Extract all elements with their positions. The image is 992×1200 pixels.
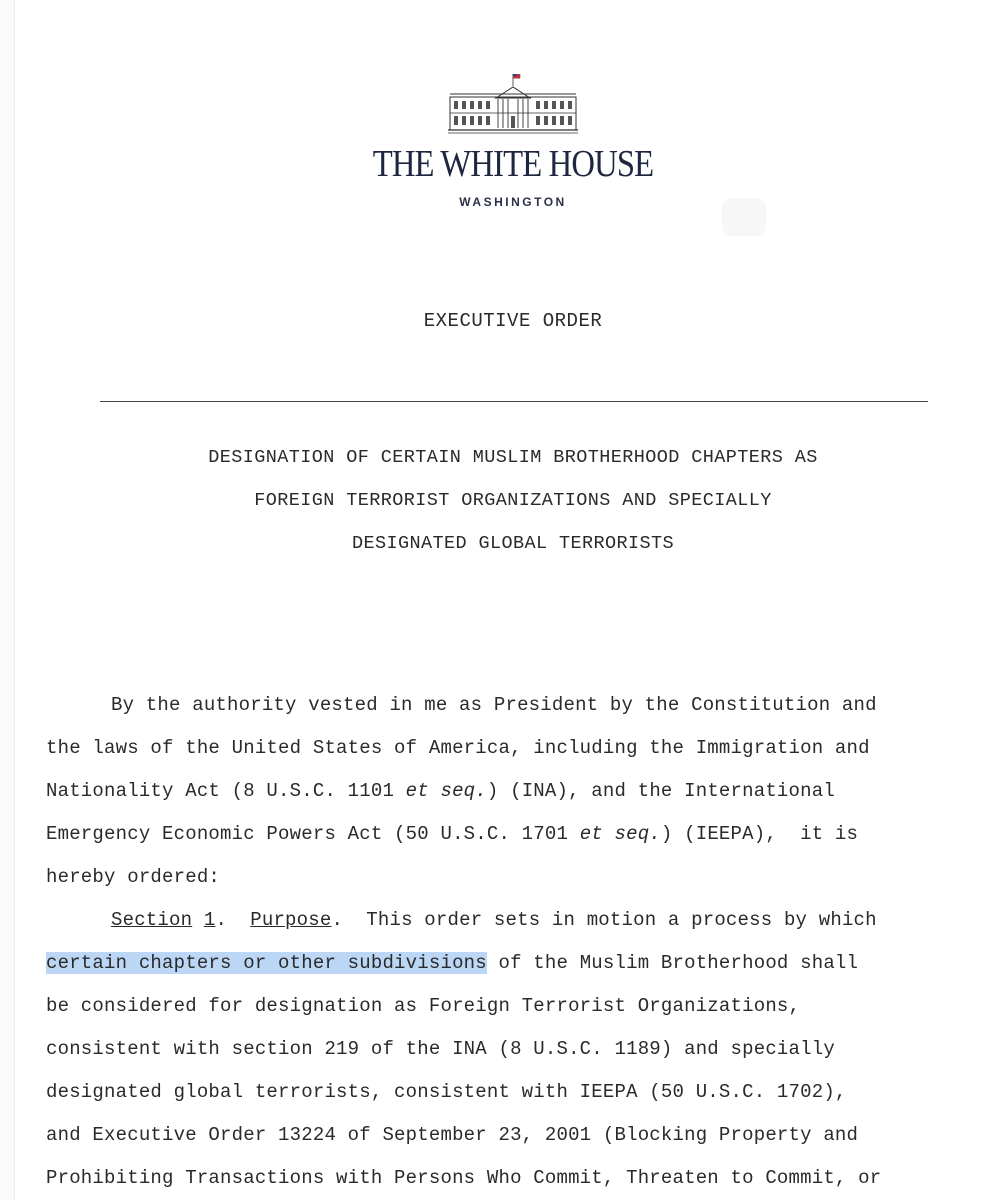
preamble-line — [46, 813, 986, 856]
preamble-text: ) (IEEPA), it is — [660, 823, 859, 845]
section-line: designated global terrorists, consistent with IEEPA (50 U.S.C. 1702), — [46, 1081, 847, 1103]
preamble-text: Nationality Act (8 U.S.C. 1101 — [46, 780, 406, 802]
letterhead-city: WASHINGTON — [459, 195, 567, 209]
section-line: and Executive Order 13224 of September 23, 2001 (Blocking Property and — [46, 1124, 859, 1146]
preamble-line: the laws of the United States of America, including the Immigration and — [46, 737, 870, 759]
section-line: Prohibiting Transactions with Persons Who Commit, Threaten to Commit, or — [46, 1167, 882, 1189]
letterhead — [0, 72, 992, 209]
section-line: consistent with section 219 of the INA (8 U.S.C. 1189) and specially — [46, 1038, 835, 1060]
preamble-line — [46, 770, 986, 813]
signature-rule — [100, 401, 928, 402]
page-left-edge — [0, 0, 15, 1200]
section-heading-line — [46, 899, 986, 942]
highlighted-text-selection[interactable]: certain chapters or other subdivisions — [46, 952, 487, 974]
order-title — [0, 436, 992, 565]
scan-artifact — [722, 198, 766, 236]
order-body — [46, 684, 986, 1200]
letterhead-title: THE WHITE HOUSE — [372, 143, 654, 185]
section-text: . This order sets in motion a process by which — [331, 909, 877, 931]
title-line: DESIGNATION OF CERTAIN MUSLIM BROTHERHOOD CHAPTERS AS — [208, 447, 818, 468]
document-type-heading: EXECUTIVE ORDER — [423, 310, 603, 332]
section-label: Section — [111, 909, 193, 931]
section-line: be considered for designation as Foreign Terrorist Organizations, — [46, 995, 801, 1017]
section-number: 1 — [203, 909, 216, 931]
preamble-text: ) (INA), and the International — [486, 780, 835, 802]
section-separator: . — [215, 909, 251, 931]
section-heading: Purpose — [250, 909, 332, 931]
section-text: of the Muslim Brotherhood shall — [486, 952, 859, 974]
preamble-line: By the authority vested in me as President by the Constitution and — [111, 694, 877, 716]
title-line: DESIGNATED GLOBAL TERRORISTS — [351, 533, 675, 554]
title-line: FOREIGN TERRORIST ORGANIZATIONS AND SPECIALLY — [254, 490, 772, 511]
white-house-building-icon — [448, 72, 578, 134]
preamble-text: Emergency Economic Powers Act (50 U.S.C. 1701 — [46, 823, 580, 845]
preamble-line: hereby ordered: — [46, 866, 221, 888]
et-seq-italic: et seq. — [579, 823, 661, 845]
et-seq-italic: et seq. — [405, 780, 487, 802]
section-line — [46, 942, 986, 985]
